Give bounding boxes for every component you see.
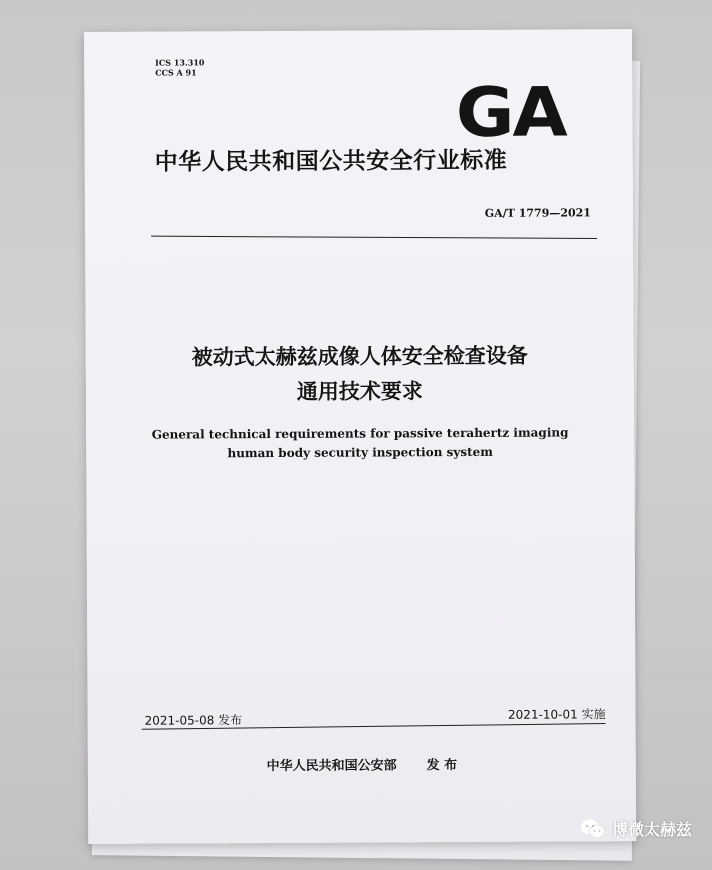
standard-number: GA/T 1779—2021 [484,206,591,220]
title-english [86,423,634,464]
wechat-icon [580,818,606,840]
title-english-line2: human body security inspection system [227,444,493,461]
header-divider [151,236,597,239]
watermark-text: 博微太赫兹 [611,820,692,839]
classification-codes [155,57,204,77]
watermark [580,817,692,840]
ics-code: ICS 13.310 [155,57,205,68]
title-chinese [86,338,634,411]
ccs-code: CCS A 91 [155,67,197,78]
implementation-date: 2021-10-01 实施 [507,707,606,722]
title-chinese-line1: 被动式太赫兹成像人体安全检查设备 [191,343,528,370]
document-cover [84,29,636,844]
issue-date: 2021-05-08 发布 [144,713,243,728]
standard-category: 中华人民共和国公共安全行业标准 [154,147,508,176]
title-chinese-line2: 通用技术要求 [296,379,423,404]
ga-logo: GA [455,73,566,154]
title-english-line1: General technical requirements for passive terahertz imaging [151,425,569,442]
publisher-line [88,753,636,775]
publish-label: 发 布 [426,758,458,774]
publisher-name: 中华人民共和国公安部 [266,758,397,775]
